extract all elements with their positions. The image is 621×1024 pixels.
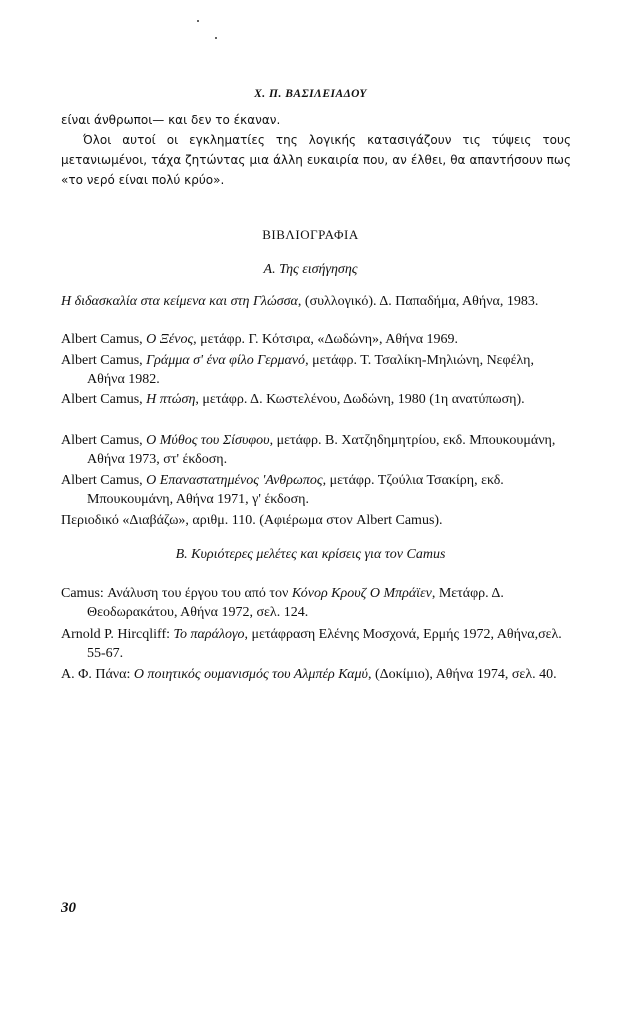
bibliography-entry <box>61 431 571 469</box>
entry-author: Albert Camus, <box>61 332 147 347</box>
entry-title: Το παράλογο <box>173 627 245 642</box>
bibliography-entry <box>61 292 571 311</box>
entry-details: , Μετάφρ. Δ. Θεοδωρακάτου, Αθήνα 1972, σελ. 124. <box>87 586 504 620</box>
entry-author: Albert Camus, <box>61 392 147 407</box>
bibliography-entry <box>61 330 571 349</box>
entry-title: Ο Επαναστατημένος 'Ανθρωπος <box>146 473 323 488</box>
entry-details: Περιοδικό «Διαβάζω», αριθμ. 110. (Αφιέρωμα στον Albert Camus). <box>61 513 443 528</box>
entry-details: , μετάφρ. Β. Χατζηδημητρίου, εκδ. Μπουκουμάνη, Αθήνα 1973, στ' έκδοση. <box>87 433 556 467</box>
entry-details: , μετάφρ. Τ. Τσαλίκη-Μηλιώνη, Νεφέλη, Αθήνα 1982. <box>87 353 534 387</box>
bibliography-entry <box>61 511 571 530</box>
bibliography-entry <box>61 351 571 389</box>
entry-title: Ο Ξένος <box>146 332 194 347</box>
bibliography-heading: ΒΙΒΛΙΟΓΡΑΦΙΑ <box>262 227 359 242</box>
bibliography-entry <box>61 390 571 409</box>
bibliography-entry <box>61 625 571 663</box>
page-number: 30 <box>61 900 76 916</box>
entry-details: , μετάφρ. Γ. Κότσιρα, «Δωδώνη», Αθήνα 1969. <box>193 332 459 347</box>
bibliography-entry <box>61 665 571 684</box>
entry-details: , μετάφρ. Δ. Κωστελένου, Δωδώνη, 1980 (1η ανατύπωση). <box>195 392 525 407</box>
entry-details: , (Δοκίμιο), Αθήνα 1974, σελ. 40. <box>367 667 557 682</box>
bibliography-entry <box>61 471 571 509</box>
entry-title: Ο ποιητικός ουμανισμός του Αλμπέρ Καμύ <box>133 667 368 682</box>
print-speck <box>197 20 199 22</box>
entry-details: , (συλλογικό). Δ. Παπαδήμα, Αθήνα, 1983. <box>297 294 539 309</box>
paragraph: Όλοι αυτοί οι εγκληματίες της λογικής κατασιγάζουν τις τύψεις τους μετανιωμένοι, τάχα ζητώντας μια άλλη ευκαιρία που, αν έλθει, θα απαντήσουν πως «το νερό είναι πολύ κρύο». <box>61 133 571 187</box>
entry-author: Α. Φ. Πάνα: <box>61 667 134 682</box>
paragraph: είναι άνθρωποι— και δεν το έκαναν. <box>61 113 281 127</box>
section-a-title: Α. Της εισήγησης <box>263 262 358 277</box>
print-speck <box>215 37 217 39</box>
entry-title: Ο Μύθος του Σίσυφου <box>146 433 270 448</box>
bibliography-entry <box>61 584 571 622</box>
entry-details: , μετάφρ. Τζούλια Τσακίρη, εκδ. Μπουκουμάνη, Αθήνα 1971, γ' έκδοση. <box>87 473 504 507</box>
section-b-title: Β. Κυριότερες μελέτες και κρίσεις για τον Camus <box>175 547 446 562</box>
entry-author: Albert Camus, <box>61 473 147 488</box>
entry-title: Η διδασκαλία στα κείμενα και στη Γλώσσα <box>61 294 298 309</box>
entry-details: , μετάφραση Ελένης Μοσχονά, Ερμής 1972, Αθήνα,σελ. 55-67. <box>87 627 562 661</box>
entry-author: Albert Camus, <box>61 353 147 368</box>
running-head: Χ. Π. ΒΑΣΙΛΕΙΑΔΟΥ <box>254 88 367 100</box>
entry-title: Γράμμα σ' ένα φίλο Γερμανό <box>146 353 306 368</box>
entry-title: Η πτώση <box>146 392 196 407</box>
entry-author: Camus: Ανάλυση του έργου του από τον <box>61 586 292 601</box>
entry-author: Albert Camus, <box>61 433 147 448</box>
entry-author: Arnold P. Hircqliff: <box>61 627 174 642</box>
entry-title: Κόνορ Κρουζ Ο Μπράϊεν <box>291 586 432 601</box>
